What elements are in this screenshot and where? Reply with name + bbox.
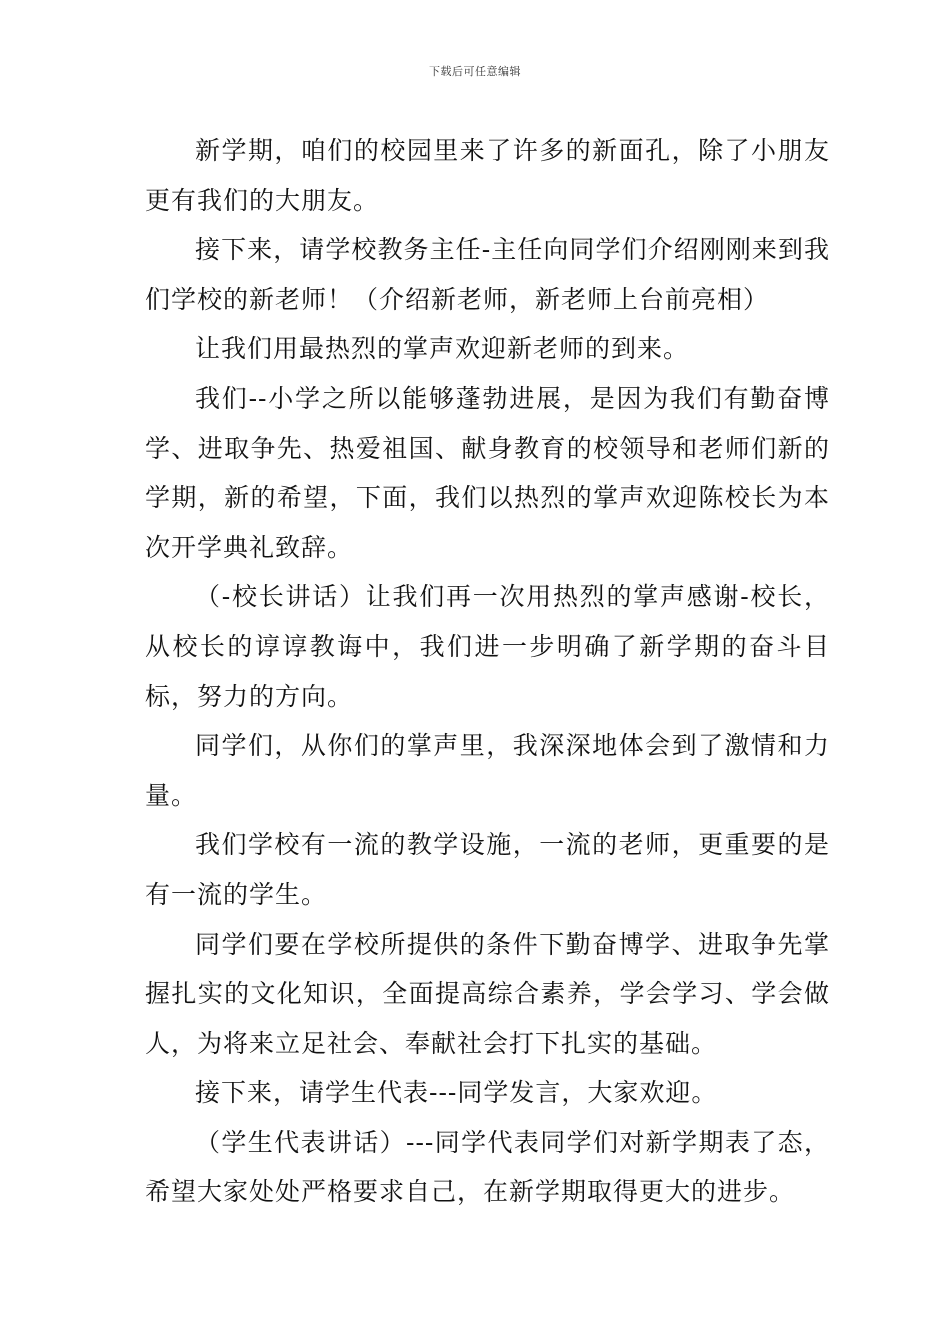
paragraph-1: 新学期，咱们的校园里来了许多的新面孔，除了小朋友更有我们的大朋友。 (145, 136, 830, 215)
paragraph-6: 同学们，从你们的掌声里，我深深地体会到了激情和力量。 (145, 731, 830, 810)
paragraph-9: 接下来，请学生代表---同学发言，大家欢迎。 (195, 1078, 718, 1108)
paragraph-7: 我们学校有一流的教学设施，一流的老师，更重要的是有一流的学生。 (145, 830, 830, 909)
paragraph-2: 接下来，请学校教务主任-主任向同学们介绍刚刚来到我们学校的新老师！（介绍新老师，新老师上台前亮相） (145, 235, 830, 314)
paragraph-4: 我们--小学之所以能够蓬勃进展，是因为我们有勤奋博学、进取争先、热爱祖国、献身教育的校领导和老师们新的学期，新的希望，下面，我们以热烈的掌声欢迎陈校长为本次开学典礼致辞。 (145, 383, 830, 562)
paragraph-5: （-校长讲话）让我们再一次用热烈的掌声感谢-校长，从校长的谆谆教诲中，我们进一步明确了新学期的奋斗目标，努力的方向。 (145, 582, 830, 711)
page-header-note: 下载后可任意编辑 (429, 65, 521, 78)
document-body (145, 126, 830, 1217)
paragraph-10: （学生代表讲话）---同学代表同学们对新学期表了态，希望大家处处严格要求自己，在新学期取得更大的进步。 (145, 1127, 830, 1207)
paragraph-8: 同学们要在学校所提供的条件下勤奋博学、进取争先掌握扎实的文化知识，全面提高综合素养，学会学习、学会做人，为将来立足社会、奉献社会打下扎实的基础。 (145, 929, 830, 1058)
paragraph-3: 让我们用最热烈的掌声欢迎新老师的到来。 (195, 334, 690, 364)
